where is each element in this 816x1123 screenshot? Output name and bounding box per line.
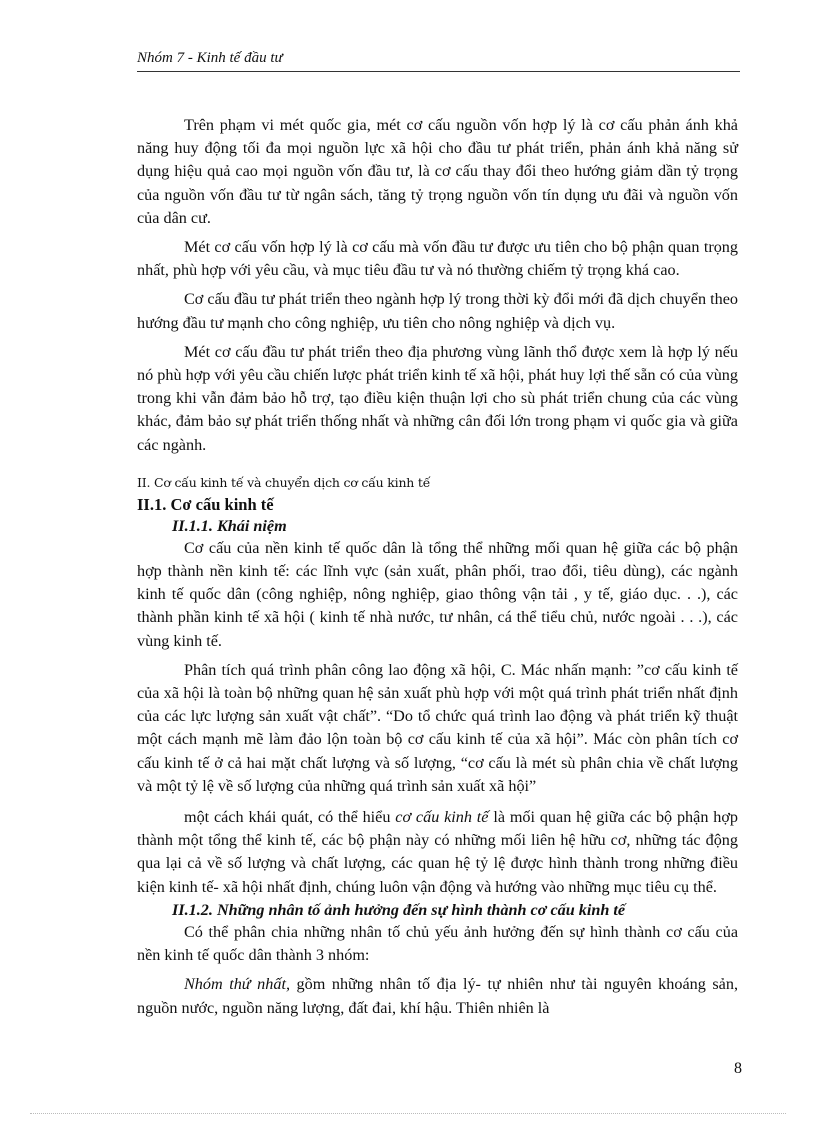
paragraph: Cơ cấu đầu tư phát triển theo ngành hợp lý trong thời kỳ đổi mới đã dịch chuyển theo hướng đầu tư mạnh cho công nghiệp, ưu tiên cho nông nghiệp và dịch vụ. [137, 290, 738, 332]
subsection-heading: II.1. Cơ cấu kinh tế [137, 494, 274, 514]
page-header: Nhóm 7 - Kinh tế đầu tư [137, 50, 283, 66]
text: một cách khái quát, có thể hiểu [184, 808, 396, 827]
paragraph: Có thể phân chia những nhân tố chủ yếu ảnh hưởng đến sự hình thành cơ cấu của nền kinh tế quốc dân thành 3 nhóm: [137, 922, 738, 965]
section-heading: II. Cơ cấu kinh tế và chuyển dịch cơ cấu kinh tế [137, 474, 431, 490]
subsubsection-heading-concept: II.1.1. Khái niệm [172, 516, 287, 535]
document-body [137, 114, 738, 1020]
emphasis-term: Nhóm thứ nhất, [184, 975, 290, 994]
emphasis-term: cơ cấu kinh tế [395, 808, 489, 827]
paragraph: Trên phạm vi mét quốc gia, mét cơ cấu nguồn vốn hợp lý là cơ cấu phản ánh khả năng huy động tối đa mọi nguồn lực xã hội cho đầu tư phát triển, phản ánh khả năng sử dụng hiệu quả cao mọi nguồn vốn đầu tư, là cơ cấu thay đổi theo hướng giảm dần tỷ trọng của nguồn vốn đầu tư từ ngân sách, tăng tỷ trọng nguồn vốn tín dụng ưu đãi và nguồn vốn của dân cư. [137, 116, 738, 227]
subsubsection-heading-factors: II.1.2. Những nhân tố ảnh hưởng đến sự hình thành cơ cấu kinh tế [172, 900, 626, 919]
text: gồm những nhân tố địa lý- tự nhiên như tài nguyên khoáng sản, nguồn nước, nguồn năng lượng, đất đai, khí hậu. Thiên nhiên là [137, 975, 738, 1017]
paragraph: Cơ cấu của nền kinh tế quốc dân là tổng thể những mối quan hệ giữa các bộ phận hợp thành nền kinh tế: các lĩnh vực (sản xuất, phân phối, trao đổi, tiêu dùng), các ngành kinh tế quốc dân (công nghiệp, nông nghiệp, giao thông vận tải , y tế, giáo dục. . .), các thành phần kinh tế xã hội ( kinh tế nhà nước, tư nhân, cá thể tiểu chủ, nước ngoài . . .), các vùng kinh tế. [137, 538, 738, 650]
paragraph: Mét cơ cấu đầu tư phát triển theo địa phương vùng lãnh thổ được xem là hợp lý nếu nó phù hợp với yêu cầu chiến lược phát triển kinh tế xã hội, phát huy lợi thế sẵn có của vùng trong khi vẫn đảm bảo hỗ trợ, tạo điều kiện thuận lợi cho sù phát triển chung của các vùng khác, đảm bảo sự phát triển thống nhất và những cân đối lớn trong phạm vi quốc gia và giữa các ngành. [137, 342, 738, 454]
bottom-divider [30, 1113, 786, 1114]
paragraph: Mét cơ cấu vốn hợp lý là cơ cấu mà vốn đầu tư được ưu tiên cho bộ phận quan trọng nhất, phù hợp với yêu cầu, và mục tiêu đầu tư và nó thường chiếm tỷ trọng khá cao. [137, 238, 738, 280]
paragraph-group-one [137, 973, 738, 1019]
page-number: 8 [734, 1060, 742, 1077]
paragraph-general [137, 806, 738, 899]
header-rule [137, 71, 740, 72]
text: là mối quan hệ giữa các bộ phận hợp thành một tổng thể kinh tế, các bộ phận này có những mối liên hệ hữu cơ, những tác động qua lại cả về số lượng và chất lượng, các quan hệ tỷ lệ được hình thành trong những điều kiện kinh tế- xã hội nhất định, chúng luôn vận động và hướng vào những mục tiêu cụ thể. [137, 808, 738, 896]
paragraph: Phân tích quá trình phân công lao động xã hội, C. Mác nhấn mạnh: ”cơ cấu kinh tế của xã hội là toàn bộ những quan hệ sản xuất phù hợp với một quá trình phát triển nhất định của các lực lượng sản xuất vật chất”. “Do tổ chức quá trình lao động và phát triển kỹ thuật một cách mạnh mẽ làm đảo lộn toàn bộ cơ cấu kinh tế của xã hội”. Mác còn phân tích cơ cấu kinh tế ở cả hai mặt chất lượng và số lượng, “cơ cấu là mét sù phân chia về chất lượng và một tỷ lệ về số lượng của những quá trình sản xuất xã hội” [137, 660, 738, 795]
